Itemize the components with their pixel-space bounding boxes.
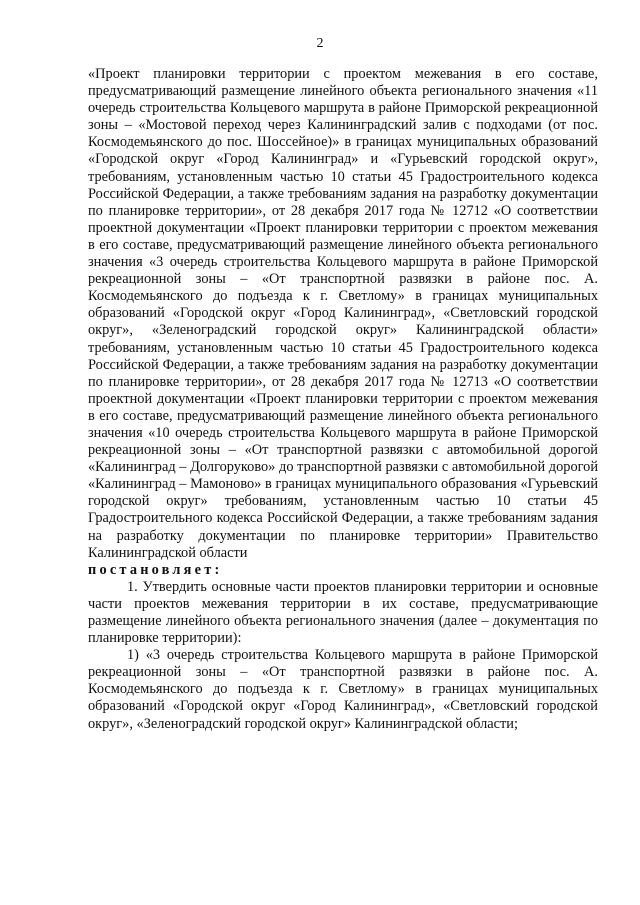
- document-body: [88, 66, 598, 733]
- resolution-keyword: постановляет:: [88, 561, 223, 578]
- intro-paragraph: «Проект планировки территории с проектом межевания в его составе, предусматривающий размещение линейного объекта регионального значения «11 очередь строительства Кольцевого маршрута в районе Приморской рекреационной зоны – «Мостовой переход через Калининградский залив с подходами (от пос. Космодемьянского до пос. Шоссейное)» в границах муниципальных образований «Городской округ «Город Калининград» и «Гурьевский городской округ», требованиям, установленным частью 10 статьи 45 Градостроительного кодекса Российской Федерации, а также требованиям задания на разработку документации по планировке территории», от 28 декабря 2017 года № 12712 «О соответствии проектной документации «Проект планировки территории с проектом межевания в его составе, предусматривающий размещение линейного объекта регионального значения «3 очередь строительства Кольцевого маршрута в районе Приморской рекреационной зоны – «От транспортной развязки в районе пос. А. Космодемьянского до подъезда к г. Светлому» в границах муниципальных образований «Городской округ «Город Калининград», «Светловский городской округ», «Зеленоградский городской округ» Калининградской области» требованиям, установленным частью 10 статьи 45 Градостроительного кодекса Российской Федерации, а также требованиям задания на разработку документации по планировке территории», от 28 декабря 2017 года № 12713 «О соответствии проектной документации «Проект планировки территории с проектом межевания в его составе, предусматривающий размещение линейного объекта регионального значения «10 очередь строительства Кольцевого маршрута в районе Приморской рекреационной зоны – «От транспортной развязки с автомобильной дорогой «Калининград – Долгоруково» до транспортной развязки с автомобильной дорогой «Калининград – Мамоново» в границах муниципального образования «Гурьевский городской округ» требованиям, установленным частью 10 статьи 45 Градостроительного кодекса Российской Федерации, а также требованиям задания на разработку документации по планировке территории» Правительство Калининградской области: [88, 66, 598, 561]
- item-1-1-paragraph: 1) «3 очередь строительства Кольцевого маршрута в районе Приморской рекреационной зоны – «От транспортной развязки в районе пос. А. Космодемьянского до подъезда к г. Светлому» в границах муниципальных образований «Городской округ «Город Калининград», «Светловский городской округ», «Зеленоградский городской округ» Калининградской области;: [88, 647, 598, 732]
- item-1-paragraph: 1. Утвердить основные части проектов планировки территории и основные части проектов межевания территории в их составе, предусматривающие размещение линейного объекта регионального значения (далее – документация по планировке территории):: [88, 578, 598, 647]
- page-number: 2: [316, 36, 324, 51]
